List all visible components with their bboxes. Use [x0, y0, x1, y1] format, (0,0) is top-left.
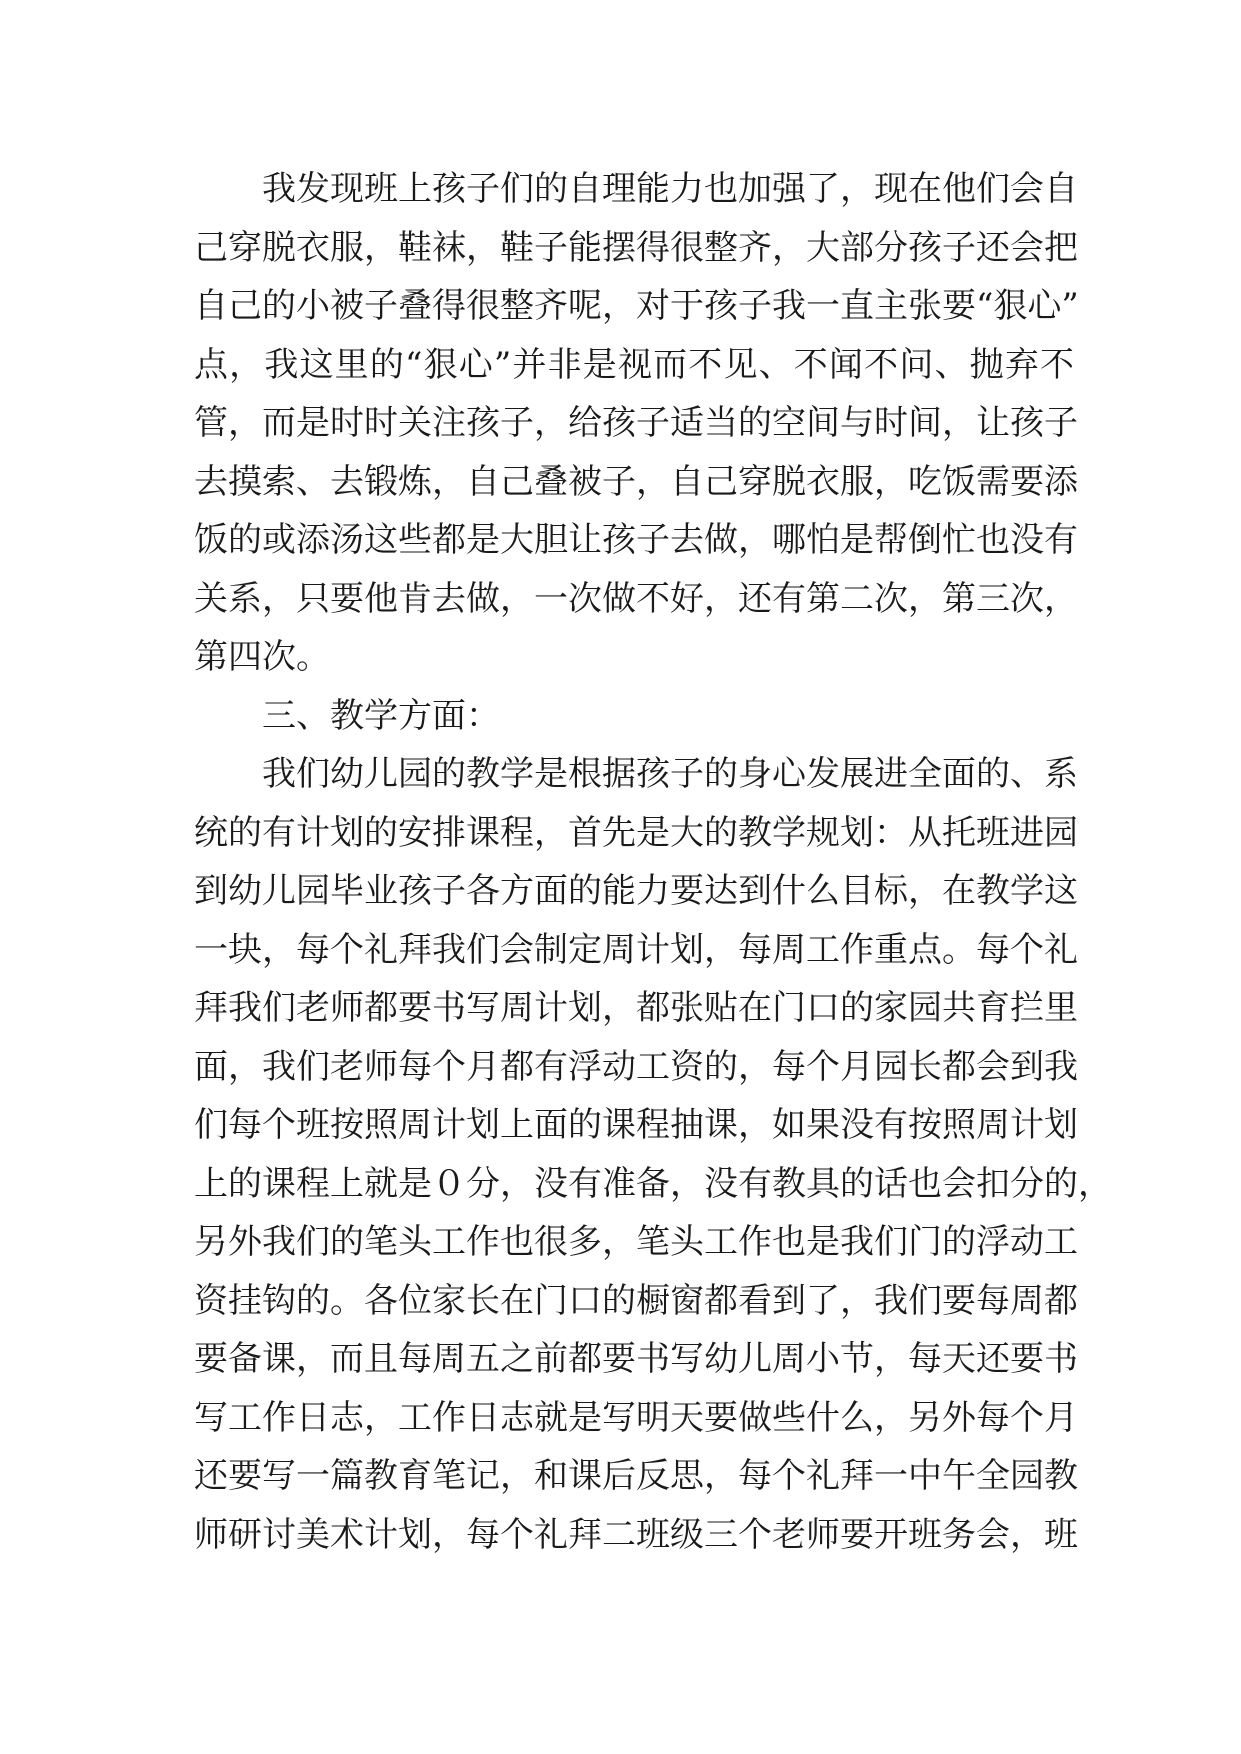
paragraph-line: 们每个班按照周计划上面的课程抽课，如果没有按照周计划 — [194, 1105, 1078, 1145]
section-heading: 三、教学方面： — [262, 695, 500, 736]
paragraph-line: 我发现班上孩子们的自理能力也加强了，现在他们会自 — [262, 169, 1078, 209]
paragraph-line: 要备课，而且每周五之前都要书写幼儿周小节，每天还要书 — [194, 1339, 1078, 1379]
paragraph-line: 第四次。 — [194, 637, 330, 677]
paragraph-line: 去摸索、去锻炼，自己叠被子，自己穿脱衣服，吃饭需要添 — [194, 461, 1078, 502]
paragraph-line: 师研讨美术计划，每个礼拜二班级三个老师要开班务会，班 — [194, 1514, 1078, 1555]
body-text — [194, 160, 1112, 1564]
paragraph-line: 我们幼儿园的教学是根据孩子的身心发展进全面的、系 — [262, 754, 1078, 794]
paragraph-line: 面，我们老师每个月都有浮动工资的，每个月园长都会到我 — [194, 1046, 1078, 1087]
paragraph-line: 写工作日志，工作日志就是写明天要做些什么，另外每个月 — [194, 1397, 1078, 1438]
paragraph-line: 点，我这里的“狠心”并非是视而不见、不闻不问、抛弃不 — [194, 344, 1074, 385]
paragraph-line: 资挂钩的。各位家长在门口的橱窗都看到了，我们要每周都 — [194, 1280, 1078, 1321]
paragraph-line: 管，而是时时关注孩子，给孩子适当的空间与时间，让孩子 — [194, 403, 1078, 443]
paragraph-line: 饭的或添汤这些都是大胆让孩子去做，哪怕是帮倒忙也没有 — [194, 520, 1078, 560]
paragraph-line: 统的有计划的安排课程，首先是大的教学规划：从托班进园 — [194, 812, 1078, 853]
paragraph-line: 自己的小被子叠得很整齐呢，对于孩子我一直主张要“狠心” — [194, 286, 1079, 326]
paragraph-line: 拜我们老师都要书写周计划，都张贴在门口的家园共育拦里 — [194, 988, 1078, 1028]
paragraph-line: 还要写一篇教育笔记，和课后反思，每个礼拜一中午全园教 — [194, 1456, 1078, 1496]
paragraph-line: 上的课程上就是０分，没有准备，没有教具的话也会扣分的， — [194, 1163, 1112, 1204]
paragraph-line: 关系，只要他肯去做，一次做不好，还有第二次，第三次， — [194, 578, 1078, 619]
paragraph-line: 到幼儿园毕业孩子各方面的能力要达到什么目标，在教学这 — [194, 871, 1078, 911]
paragraph-line: 一块，每个礼拜我们会制定周计划，每周工作重点。每个礼 — [194, 929, 1078, 970]
paragraph-line: 己穿脱衣服，鞋袜，鞋子能摆得很整齐，大部分孩子还会把 — [194, 227, 1078, 268]
paragraph-line: 另外我们的笔头工作也很多，笔头工作也是我们门的浮动工 — [194, 1222, 1078, 1262]
